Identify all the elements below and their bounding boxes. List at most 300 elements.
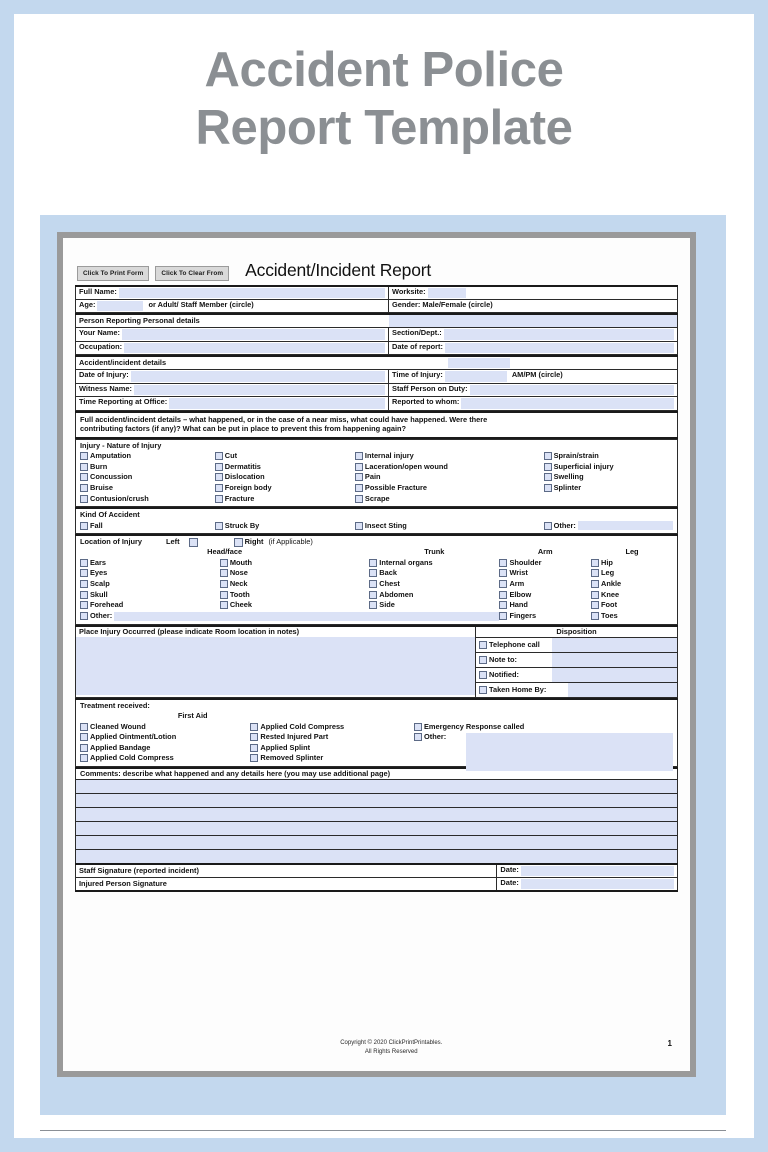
kind-of-accident-title: Kind Of Accident (80, 509, 140, 519)
checkbox-icon[interactable] (499, 569, 507, 577)
staff-date-input[interactable] (521, 866, 674, 876)
checkbox-label: Dermatitis (224, 461, 261, 471)
checkbox-label: Internal injury (364, 451, 414, 461)
age-label: Age: (79, 299, 96, 309)
occupation-cell[interactable] (76, 341, 389, 355)
table-row (76, 328, 678, 342)
disposition-row[interactable] (476, 682, 677, 697)
treatment-table (75, 698, 678, 766)
checkbox-icon[interactable] (220, 591, 228, 599)
worksite-input[interactable] (428, 288, 466, 298)
checkbox-icon[interactable] (591, 580, 599, 588)
checkbox-item[interactable] (544, 473, 673, 481)
gender-cell[interactable] (389, 299, 678, 313)
checkbox-item[interactable] (220, 559, 369, 567)
checkbox-icon[interactable] (80, 612, 88, 620)
checkbox-item[interactable] (80, 569, 220, 577)
checkbox-item[interactable] (80, 495, 215, 503)
checkbox-icon[interactable] (499, 601, 507, 609)
occupation-label: Occupation: (79, 341, 123, 351)
checkbox-item[interactable] (215, 521, 355, 530)
date-of-report-cell[interactable] (389, 341, 678, 355)
staff-on-duty-cell[interactable] (389, 383, 678, 397)
checkbox-label: Ankle (601, 579, 622, 589)
checkbox-item[interactable] (591, 559, 673, 567)
checkbox-item[interactable] (591, 601, 673, 609)
checkbox-icon[interactable] (544, 484, 552, 492)
bottom-divider (40, 1130, 726, 1131)
checkbox-icon[interactable] (369, 569, 377, 577)
reported-to-cell[interactable] (389, 397, 678, 411)
print-form-button[interactable]: Click To Print Form (77, 266, 149, 281)
checkbox-item[interactable] (80, 521, 215, 530)
checkbox-item[interactable] (544, 484, 673, 492)
checkbox-label: Bruise (90, 482, 114, 492)
table-row (76, 864, 678, 878)
treatment-title: Treatment received: (80, 701, 150, 711)
checkbox-icon[interactable] (80, 591, 88, 599)
checkbox-item[interactable] (591, 569, 673, 577)
time-reporting-input[interactable] (169, 398, 385, 409)
comments-line[interactable] (76, 849, 677, 863)
checkbox-label: Hip (601, 557, 613, 567)
your-name-cell[interactable] (76, 328, 389, 342)
checkbox-icon[interactable] (250, 754, 258, 762)
time-of-injury-cell[interactable] (389, 370, 678, 384)
table-row (76, 768, 678, 864)
checkbox-item[interactable] (499, 601, 591, 609)
checkbox-item[interactable] (80, 601, 220, 609)
checkbox-item[interactable] (80, 452, 215, 460)
kind-of-accident-cell (76, 508, 678, 534)
checkbox-icon[interactable] (499, 591, 507, 599)
first-aid-heading: First Aid (177, 710, 208, 720)
checkbox-icon[interactable] (479, 656, 487, 664)
checkbox-label: Insect Sting (364, 520, 407, 530)
comments-table (75, 767, 678, 864)
treatment-other-input[interactable] (466, 733, 673, 771)
staff-on-duty-label: Staff Person on Duty: (392, 383, 468, 393)
checkbox-item[interactable] (80, 591, 220, 599)
checkbox-label: Hand (509, 600, 528, 610)
checkbox-label: Chest (379, 579, 400, 589)
table-row (76, 699, 678, 766)
checkbox-icon[interactable] (369, 591, 377, 599)
clear-form-button[interactable]: Click To Clear From (155, 266, 229, 281)
checkbox-icon[interactable] (80, 452, 88, 460)
checkbox-icon[interactable] (544, 522, 552, 530)
checkbox-label: Rested Injured Part (260, 732, 329, 742)
checkbox-icon[interactable] (369, 580, 377, 588)
checkbox-icon[interactable] (80, 495, 88, 503)
reported-to-input[interactable] (461, 398, 674, 409)
document-frame (57, 232, 696, 1077)
checkbox-label: Dislocation (224, 472, 265, 482)
date-label: Date: (500, 878, 519, 888)
checkbox-icon[interactable] (544, 452, 552, 460)
time-of-injury-input[interactable] (445, 371, 507, 382)
checkbox-icon[interactable] (250, 733, 258, 741)
left-checkbox-icon[interactable] (189, 538, 198, 547)
checkbox-icon[interactable] (250, 723, 258, 731)
place-injury-input[interactable] (76, 637, 475, 695)
witness-name-cell[interactable] (76, 383, 389, 397)
checkbox-item[interactable] (80, 723, 250, 731)
checkbox-icon[interactable] (499, 559, 507, 567)
checkbox-icon[interactable] (80, 723, 88, 731)
location-of-injury-table (75, 534, 678, 625)
heading-headface: Head/face (207, 547, 243, 557)
incident-section-fill (448, 358, 510, 368)
witness-name-input[interactable] (134, 385, 385, 396)
details-prompt-cell (76, 412, 678, 438)
table-row (76, 299, 678, 313)
reported-to-label: Reported to whom: (392, 397, 460, 406)
table-row (76, 286, 678, 300)
checkbox-icon[interactable] (215, 495, 223, 503)
nature-of-injury-grid (80, 452, 673, 503)
checkbox-icon[interactable] (80, 522, 88, 530)
checkbox-icon[interactable] (220, 601, 228, 609)
checkbox-label: Back (379, 568, 397, 578)
date-label: Date: (500, 865, 519, 875)
checkbox-icon[interactable] (80, 744, 88, 752)
staff-date-cell[interactable] (497, 864, 678, 878)
injured-date-input[interactable] (521, 879, 674, 889)
checkbox-item[interactable] (499, 559, 591, 567)
comments-line[interactable] (76, 835, 677, 849)
right-label: Right (244, 537, 264, 547)
page-title-line2: Report Template (195, 100, 573, 155)
kind-of-accident-grid (80, 521, 673, 530)
disposition-row[interactable] (476, 652, 677, 667)
disposition-row[interactable] (476, 667, 677, 682)
checkbox-label: Cheek (229, 600, 252, 610)
checkbox-icon[interactable] (591, 559, 599, 567)
checkbox-label: Laceration/open wound (364, 461, 448, 471)
checkbox-item[interactable] (355, 473, 544, 481)
checkbox-label: Removed Splinter (260, 753, 324, 763)
checkbox-item[interactable] (369, 580, 499, 588)
checkbox-label: Struck By (224, 520, 260, 530)
checkbox-icon[interactable] (355, 463, 363, 471)
checkbox-icon[interactable] (479, 671, 487, 679)
table-row (76, 626, 678, 698)
checkbox-icon[interactable] (544, 473, 552, 481)
checkbox-label: Cleaned Wound (90, 721, 146, 731)
location-other-input[interactable] (114, 612, 499, 621)
checkbox-item[interactable] (355, 495, 544, 503)
checkbox-icon[interactable] (215, 522, 223, 530)
checkbox-icon[interactable] (80, 733, 88, 741)
checkbox-label: Shoulder (509, 557, 542, 567)
checkbox-item[interactable] (80, 733, 250, 741)
checkbox-icon[interactable] (250, 744, 258, 752)
checkbox-item[interactable] (80, 463, 215, 471)
injured-signature-cell[interactable] (76, 878, 497, 892)
checkbox-item[interactable] (355, 484, 544, 492)
checkbox-item[interactable] (544, 463, 673, 471)
checkbox-item[interactable] (220, 601, 369, 609)
checkbox-icon[interactable] (220, 580, 228, 588)
checkbox-icon[interactable] (414, 733, 422, 741)
grid-spacer (544, 495, 673, 503)
checkbox-icon[interactable] (355, 473, 363, 481)
comments-line[interactable] (76, 779, 677, 793)
comments-line[interactable] (76, 821, 677, 835)
checkbox-item[interactable] (215, 463, 355, 471)
details-prompt-line2: contributing factors (if any)? What can be put in place to prevent this from happening again? (80, 423, 407, 433)
comments-caption: Comments: describe what happened and any details here (you may use additional page) (80, 768, 391, 778)
checkbox-icon[interactable] (591, 591, 599, 599)
checkbox-label: Fracture (224, 493, 255, 503)
full-name-cell[interactable] (76, 286, 389, 300)
poster-inner (14, 14, 754, 1138)
checkbox-label: Amputation (90, 451, 132, 461)
checkbox-icon[interactable] (220, 569, 228, 577)
checkbox-item[interactable] (80, 473, 215, 481)
checkbox-item[interactable] (220, 591, 369, 599)
checkbox-icon[interactable] (479, 641, 487, 649)
document-footer (75, 1039, 678, 1057)
disposition-row[interactable] (476, 637, 677, 652)
occupation-input[interactable] (124, 343, 385, 354)
full-name-input[interactable] (119, 288, 385, 298)
checkbox-icon[interactable] (220, 559, 228, 567)
staff-on-duty-input[interactable] (470, 385, 674, 396)
document-title: Accident/Incident Report (245, 260, 432, 280)
checkbox-icon[interactable] (355, 495, 363, 503)
table-row (76, 439, 678, 506)
disposition-input[interactable] (552, 638, 677, 652)
checkbox-item[interactable] (80, 484, 215, 492)
checkbox-icon[interactable] (591, 612, 599, 620)
checkbox-icon[interactable] (369, 601, 377, 609)
checkbox-item[interactable] (544, 452, 673, 460)
reporting-table (75, 313, 678, 355)
checkbox-item[interactable] (215, 452, 355, 460)
checkbox-label: Ears (90, 557, 107, 567)
checkbox-label: Elbow (509, 589, 532, 599)
section-dept-cell[interactable] (389, 328, 678, 342)
incident-section-blank (389, 356, 678, 370)
document-header (75, 262, 678, 285)
checkbox-icon[interactable] (80, 473, 88, 481)
date-of-report-input[interactable] (445, 343, 674, 354)
checkbox-icon[interactable] (355, 522, 363, 530)
date-of-injury-label: Date of Injury: (79, 370, 129, 379)
checkbox-item[interactable] (591, 591, 673, 599)
right-checkbox-icon[interactable] (234, 538, 243, 547)
checkbox-icon[interactable] (499, 580, 507, 588)
injured-date-cell[interactable] (497, 878, 678, 892)
checkbox-label: Mouth (229, 557, 252, 567)
place-disposition-table (75, 625, 678, 699)
checkbox-icon[interactable] (369, 559, 377, 567)
checkbox-item[interactable] (80, 559, 220, 567)
worksite-cell[interactable] (389, 286, 678, 300)
checkbox-item[interactable] (220, 569, 369, 577)
document-backdrop (40, 215, 726, 1115)
checkbox-icon[interactable] (80, 569, 88, 577)
treatment-cell (76, 699, 678, 766)
time-reporting-label: Time Reporting at Office: (79, 397, 168, 406)
checkbox-item[interactable] (215, 473, 355, 481)
checkbox-label: Applied Cold Compress (260, 721, 345, 731)
checkbox-label: Sprain/strain (553, 451, 599, 461)
page-number: 1 (667, 1039, 672, 1048)
checkbox-label: Fall (90, 520, 103, 530)
checkbox-item[interactable] (355, 463, 544, 471)
checkbox-icon[interactable] (591, 569, 599, 577)
checkbox-item[interactable] (80, 580, 220, 588)
comments-line[interactable] (76, 807, 677, 821)
page-title-line1: Accident Police (204, 43, 564, 97)
checkbox-item[interactable] (215, 495, 355, 503)
checkbox-item[interactable] (591, 580, 673, 588)
checkbox-item[interactable] (499, 612, 591, 621)
table-row (76, 370, 678, 384)
table-row (76, 412, 678, 438)
checkbox-icon[interactable] (355, 452, 363, 460)
location-of-injury-grid (80, 559, 673, 621)
place-injury-block (76, 627, 476, 698)
date-of-injury-cell[interactable] (76, 370, 389, 384)
checkbox-item[interactable] (369, 591, 499, 599)
checkbox-icon[interactable] (80, 484, 88, 492)
checkbox-label: Swelling (553, 472, 584, 482)
checkbox-label: Taken Home By: (489, 685, 547, 695)
kind-other-item[interactable] (544, 521, 673, 530)
checkbox-icon[interactable] (215, 473, 223, 481)
checkbox-item[interactable] (591, 612, 673, 621)
checkbox-label: Foot (601, 600, 618, 610)
checkbox-item[interactable] (355, 521, 544, 530)
checkbox-label: Leg (601, 568, 615, 578)
checkbox-item[interactable] (220, 580, 369, 588)
checkbox-item[interactable] (215, 484, 355, 492)
time-reporting-cell[interactable] (76, 397, 389, 411)
checkbox-icon[interactable] (80, 754, 88, 762)
time-of-injury-label: Time of Injury: (392, 370, 443, 379)
checkbox-label: Scalp (90, 579, 110, 589)
disposition-caption: Disposition (556, 626, 597, 636)
checkbox-icon[interactable] (80, 463, 88, 471)
disposition-input[interactable] (568, 683, 677, 697)
table-row (76, 314, 678, 328)
table-row (76, 397, 678, 411)
checkbox-icon[interactable] (479, 686, 487, 694)
section-dept-label: Section/Dept.: (392, 328, 442, 337)
reporting-section-title: Person Reporting Personal details (76, 314, 389, 328)
location-of-injury-cell (76, 535, 678, 624)
checkbox-icon[interactable] (215, 463, 223, 471)
checkbox-label: Burn (90, 461, 108, 471)
location-header-row (80, 538, 673, 548)
heading-arm: Arm (537, 547, 553, 557)
kind-other-input[interactable] (578, 521, 673, 530)
checkbox-item[interactable] (80, 754, 250, 762)
checkbox-label: Foreign body (224, 482, 272, 492)
checkbox-item[interactable] (499, 569, 591, 577)
checkbox-label: Internal organs (379, 557, 433, 567)
disposition-block (476, 627, 677, 698)
location-other-item[interactable] (80, 612, 499, 621)
date-of-injury-input[interactable] (131, 371, 385, 382)
checkbox-icon[interactable] (499, 612, 507, 620)
checkbox-icon[interactable] (80, 601, 88, 609)
comments-cell (76, 768, 678, 864)
checkbox-item[interactable] (369, 601, 499, 609)
your-name-input[interactable] (122, 329, 385, 340)
checkbox-label: Scrape (364, 493, 390, 503)
nature-of-injury-table (75, 439, 678, 507)
treatment-grid (80, 723, 673, 763)
checkbox-icon[interactable] (414, 723, 422, 731)
section-dept-input[interactable] (444, 329, 674, 340)
checkbox-item[interactable] (369, 569, 499, 577)
location-column-headings (80, 548, 673, 559)
disposition-input[interactable] (552, 653, 677, 667)
checkbox-icon[interactable] (215, 484, 223, 492)
checkbox-icon[interactable] (80, 580, 88, 588)
checkbox-item[interactable] (250, 754, 414, 762)
date-of-report-label: Date of report: (392, 341, 443, 351)
checkbox-icon[interactable] (544, 463, 552, 471)
disposition-input[interactable] (552, 668, 677, 682)
checkbox-label: Concussion (90, 472, 133, 482)
treatment-other-item[interactable] (414, 733, 673, 741)
checkbox-item[interactable] (369, 559, 499, 567)
your-name-label: Your Name: (79, 328, 120, 337)
checkbox-item[interactable] (250, 744, 414, 752)
checkbox-item[interactable] (250, 723, 414, 731)
checkbox-item[interactable] (80, 744, 250, 752)
full-name-label: Full Name: (79, 286, 117, 296)
checkbox-item[interactable] (499, 591, 591, 599)
comments-line[interactable] (76, 793, 677, 807)
checkbox-icon[interactable] (591, 601, 599, 609)
checkbox-label: Neck (229, 579, 248, 589)
checkbox-icon[interactable] (355, 484, 363, 492)
table-row (76, 341, 678, 355)
checkbox-item[interactable] (250, 733, 414, 741)
age-cell[interactable] (76, 299, 389, 313)
age-input[interactable] (97, 301, 143, 312)
heading-trunk: Trunk (424, 547, 445, 557)
checkbox-label: Tooth (229, 589, 250, 599)
checkbox-label: Splinter (553, 482, 582, 492)
staff-signature-cell[interactable] (76, 864, 497, 878)
checkbox-item[interactable] (355, 452, 544, 460)
checkbox-icon[interactable] (215, 452, 223, 460)
table-row (76, 356, 678, 370)
document-sheet (63, 238, 690, 1071)
checkbox-label: Pain (364, 472, 381, 482)
copyright-notice (75, 1039, 668, 1057)
checkbox-label: Cut (224, 451, 238, 461)
checkbox-item[interactable] (414, 723, 673, 731)
checkbox-icon[interactable] (80, 559, 88, 567)
checkbox-item[interactable] (499, 580, 591, 588)
details-prompt-line1: Full accident/incident details – what happened, or in the case of a near miss, what could have happened. Were there (80, 414, 488, 424)
checkbox-label: Contusion/crush (90, 493, 149, 503)
staff-signature-label: Staff Signature (reported incident) (79, 865, 199, 875)
copyright-line1: Copyright © 2020 ClickPrintPrintables. (340, 1040, 443, 1046)
checkbox-label: Fingers (509, 611, 537, 621)
copyright-line2: All Rights Reserved (364, 1049, 418, 1055)
place-disposition-cell (76, 626, 678, 698)
